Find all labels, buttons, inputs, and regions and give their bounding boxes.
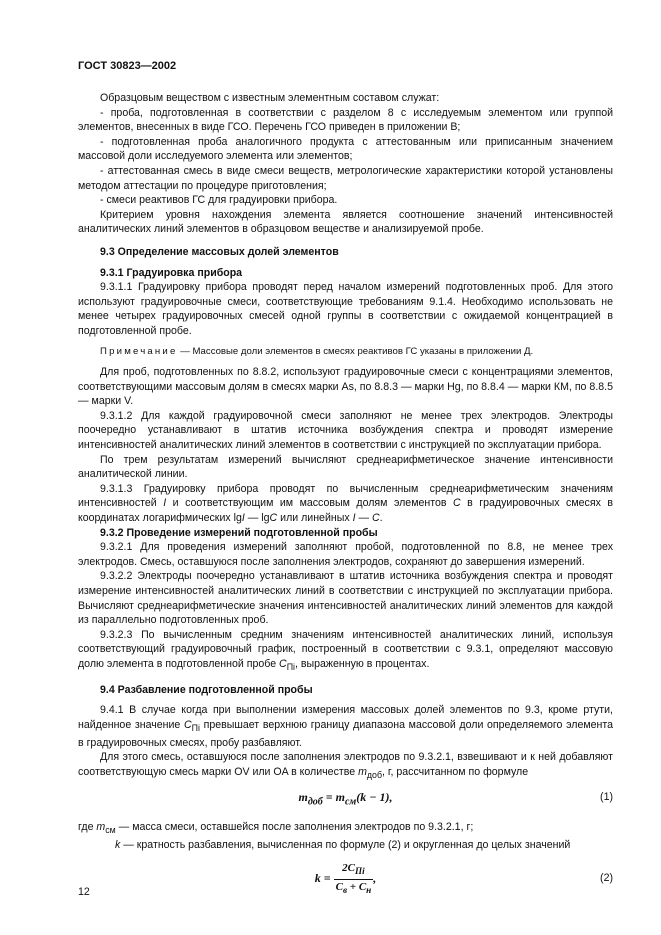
note-text: — Массовые доли элементов в смесях реактивов ГС указаны в приложении Д. bbox=[177, 345, 534, 357]
section-heading-9-3-2: 9.3.2 Проведение измерений подготовленной пробы bbox=[100, 526, 378, 539]
paragraph: 9.3.2.3 По вычисленным средним значениям интенсивностей аналитических линий, используя соответствующий градуировочный график, построенный в соответствии с 9.3.1, определяют массовую долю элемента в подготовленной пробе $C_{Пi}$, выраженную в процентах. bbox=[78, 628, 613, 673]
formula-2 bbox=[78, 859, 613, 899]
note-label: Примечание bbox=[100, 345, 178, 357]
paragraph: 9.3.1.3 Градуировку прибора проводят по вычисленным среднеарифметическим значениям интенсивностей I и соответствующим им массовым долям элементов C в градуировочных смесях в координатах логарифмических lgI — lgC или линейных I — C. bbox=[78, 482, 613, 525]
paragraph: Для проб, подготовленных по 8.8.2, используют градуировочные смеси с концентрациями элементов, соответствующими массовым долям в смесях марки As, по 8.8.3 — марки Hg, по 8.8.4 — марки КМ, по 8.8.5 — марки V. bbox=[78, 366, 613, 408]
formula-2-number: (2) bbox=[600, 871, 613, 884]
list-item: - смеси реактивов ГС для градуировки прибора. bbox=[100, 194, 338, 207]
formula-1-expression: $m_{доб} = m_{см}(k - 1)$, bbox=[298, 790, 393, 808]
paragraph: Критерием уровня нахождения элемента является соотношение значений интенсивностей аналитических линий элементов в образцовом веществе и анализируемой пробе. bbox=[78, 208, 613, 236]
paragraph: 9.3.1.2 Для каждой градуировочной смеси заполняют не менее трех электродов. Электроды поочередно устанавливают в штатив источника возбуждения спектра и проводят измерение интенсивностей аналитических линий элементов в соответствии с инструкцией по эксплуатации прибора. bbox=[78, 409, 613, 452]
list-item: - аттестованная смесь в виде смеси веществ, метрологические характеристики которой установлены методом аттестации по процедуре приготовления; bbox=[78, 164, 613, 192]
where-k: k — кратность разбавления, вычисленная по формуле (2) и округленная до целых значений bbox=[115, 839, 571, 852]
formula-1-number: (1) bbox=[600, 791, 613, 804]
section-heading-9-3-1: 9.3.1 Градуировка прибора bbox=[100, 266, 243, 279]
list-item: - подготовленная проба аналогичного продукта с аттестованным или приписанным значением массовой доли исследуемого элемента или элементов; bbox=[78, 135, 613, 163]
paragraph: По трем результатам измерений вычисляют среднеарифметическое значение интенсивности аналитической линии. bbox=[78, 453, 613, 481]
paragraph: 9.3.2.2 Электроды поочередно устанавливают в штатив источника возбуждения спектра и проводят измерение интенсивностей аналитических линий в соответствии с инструкцией по эксплуатации прибора. Вычисляют среднеарифметические значения интенсивностей аналитических линий элементов для каждой из параллельно подготовленных проб. bbox=[78, 570, 613, 627]
page-number: 12 bbox=[78, 886, 90, 898]
paragraph: 9.3.1.1 Градуировку прибора проводят перед началом измерений подготовленных проб. Для этого используют градуировочные смеси, соответствующие требованиям 9.1.4. Необходимо использовать не менее четырех градуировочных смесей одной группы в соответствии с ожидаемой концентрацией в подготовленной пробе. bbox=[78, 281, 613, 337]
where-m: где $m_{см}$ — масса смеси, оставшейся после заполнения электродов по 9.3.2.1, г; bbox=[78, 821, 474, 836]
paragraph: Образцовым веществом с известным элементным составом служат: bbox=[100, 92, 440, 104]
paragraph: Для этого смесь, оставшуюся после заполнения электродов по 9.3.2.1, взвешивают и к ней добавляют соответствующую смесь марки OV или OA в количестве $m_{доб}$, г, рассчитанном по формуле bbox=[78, 751, 613, 780]
section-heading-9-3: 9.3 Определение массовых долей элементов bbox=[100, 245, 339, 258]
formula-2-expression: k = $\frac{2C_{Пi}}{C_в + C_н}$ , bbox=[314, 861, 377, 895]
formula-1 bbox=[78, 786, 613, 816]
document-header: ГОСТ 30823—2002 bbox=[78, 60, 177, 72]
document-body bbox=[78, 91, 613, 899]
paragraph: 9.4.1 В случае когда при выполнении измерения массовых долей элементов по 9.3, кроме ртути, найденное значение $C_{Пi}$ превышает верхнюю границу диапазона массовой доли определяемого элемента в градуировочных смесях, пробу разбавляют. bbox=[78, 704, 613, 749]
list-item: - проба, подготовленная в соответствии с разделом 8 с исследуемым элементом или группой элементов, внесенных в виде ГСО. Перечень ГСО приведен в приложении В; bbox=[78, 106, 613, 134]
section-heading-9-4: 9.4 Разбавление подготовленной пробы bbox=[100, 683, 313, 696]
paragraph: 9.3.2.1 Для проведения измерений заполняют пробой, подготовленной по 8.8, не менее трех электродов. Смесь, оставшуюся после заполнения электродов, сохраняют до завершения измерений. bbox=[78, 541, 613, 568]
note bbox=[78, 345, 613, 360]
